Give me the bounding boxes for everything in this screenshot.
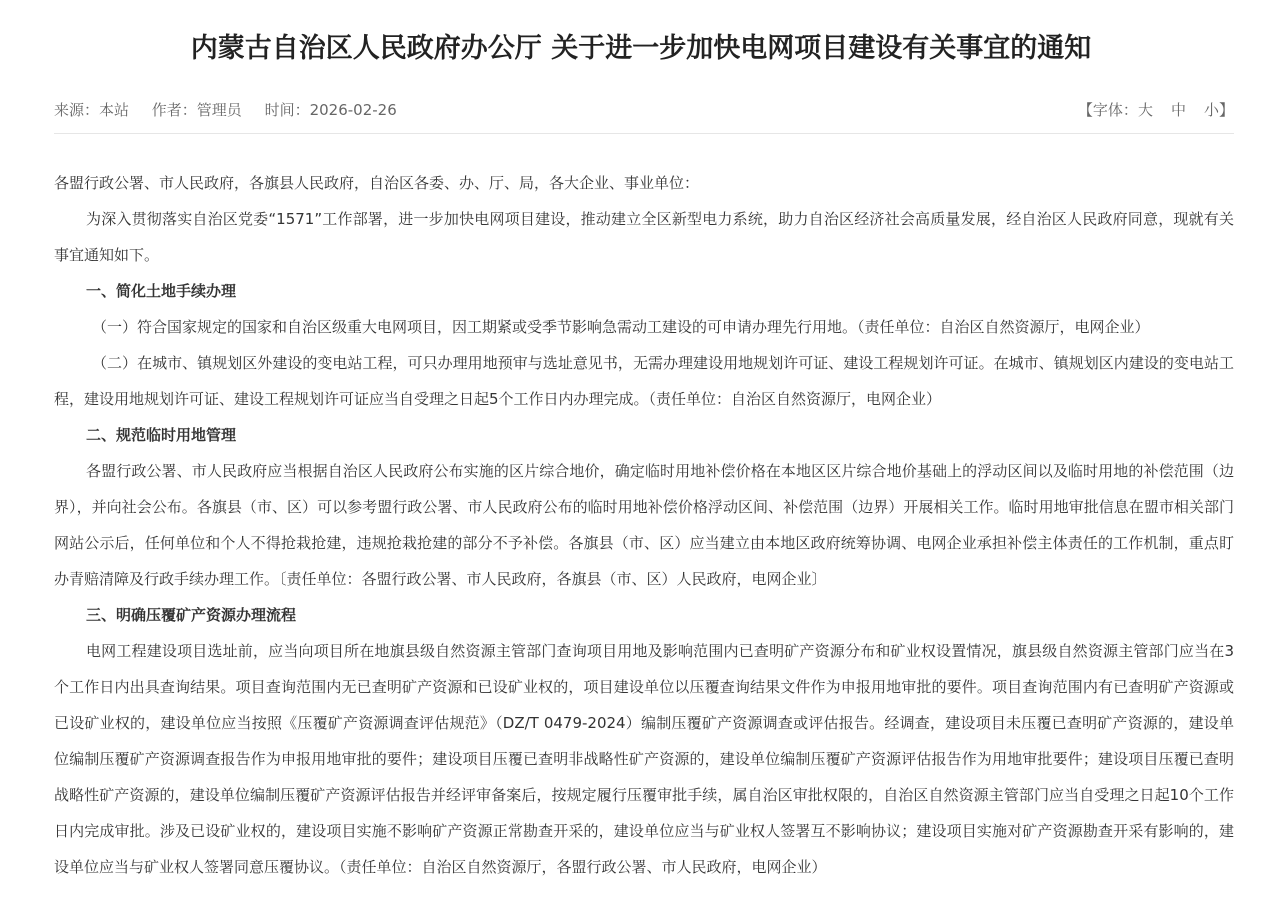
header-divider bbox=[54, 133, 1234, 134]
font-size-label: 【字体： bbox=[1077, 101, 1138, 119]
meta-author: 作者：管理员 bbox=[151, 101, 242, 119]
meta-time: 时间：2026-02-26 bbox=[264, 101, 397, 119]
font-size-large-button[interactable]: 大 bbox=[1137, 101, 1153, 119]
addressee-paragraph: 各盟行政公署、市人民政府，各旗县人民政府，自治区各委、办、厅、局，各大企业、事业单位： bbox=[54, 174, 700, 192]
article-meta bbox=[54, 96, 1234, 124]
section-3-paragraph: 电网工程建设项目选址前，应当向项目所在地旗县级自然资源主管部门查询项目用地及影响范围内已查明矿产资源分布和矿业权设置情况，旗县级自然资源主管部门应当在3个工作日内出具查询结果。项目查询范围内无已查明矿产资源和已设矿业权的，项目建设单位以压覆查询结果文件作为申报用地审批的要件。项目查询范围内有已查明矿产资源或已设矿业权的，建设单位应当按照《压覆矿产资源调查评估规范》（DZ/T 0479-2024）编制压覆矿产资源调查或评估报告。经调查，建设项目未压覆已查明矿产资源的，建设单位编制压覆矿产资源调查报告作为申报用地审批的要件；建设项目压覆已查明非战略性矿产资源的，建设单位编制压覆矿产资源评估报告作为用地审批要件；建设项目压覆已查明战略性矿产资源的，建设单位编制压覆矿产资源评估报告并经评审备案后，按规定履行压覆审批手续，属自治区审批权限的，自治区自然资源主管部门应当自受理之日起10个工作日内完成审批。涉及已设矿业权的，建设项目实施不影响矿产资源正常勘查开采的，建设单位应当与矿业权人签署互不影响协议；建设项目实施对矿产资源勘查开采有影响的，建设单位应当与矿业权人签署同意压覆协议。（责任单位：自治区自然资源厅，各盟行政公署、市人民政府，电网企业） bbox=[54, 642, 1234, 876]
section-2-paragraph: 各盟行政公署、市人民政府应当根据自治区人民政府公布实施的区片综合地价，确定临时用地补偿价格在本地区区片综合地价基础上的浮动区间以及临时用地的补偿范围（边界），并向社会公布。各旗县（市、区）可以参考盟行政公署、市人民政府公布的临时用地补偿价格浮动区间、补偿范围（边界）开展相关工作。临时用地审批信息在盟市相关部门网站公示后，任何单位和个人不得抢栽抢建，违规抢栽抢建的部分不予补偿。各旗县（市、区）应当建立由本地区政府统筹协调、电网企业承担补偿主体责任的工作机制，重点盯办青赔清障及行政手续办理工作。〔责任单位：各盟行政公署、市人民政府，各旗县（市、区）人民政府，电网企业〕 bbox=[54, 462, 1234, 588]
meta-source: 来源：本站 bbox=[54, 101, 130, 119]
article-body bbox=[54, 165, 1234, 885]
section-1-item-1: （一）符合国家规定的国家和自治区级重大电网项目，因工期紧或受季节影响急需动工建设的可申请办理先行用地。（责任单位：自治区自然资源厅，电网企业） bbox=[92, 318, 1150, 336]
font-size-medium-button[interactable]: 中 bbox=[1170, 101, 1186, 119]
section-heading-3: 三、明确压覆矿产资源办理流程 bbox=[86, 606, 297, 624]
meta-info bbox=[54, 96, 415, 124]
font-size-small-button[interactable]: 小 bbox=[1203, 101, 1219, 119]
font-size-bracket-close: 】 bbox=[1218, 101, 1234, 119]
section-heading-1: 一、简化土地手续办理 bbox=[86, 282, 237, 300]
section-1-item-2: （二）在城市、镇规划区外建设的变电站工程，可只办理用地预审与选址意见书，无需办理建设用地规划许可证、建设工程规划许可证。在城市、镇规划区内建设的变电站工程，建设用地规划许可证、建设工程规划许可证应当自受理之日起5个工作日内办理完成。（责任单位：自治区自然资源厅，电网企业） bbox=[54, 354, 1234, 408]
intro-paragraph: 为深入贯彻落实自治区党委“1571”工作部署，进一步加快电网项目建设，推动建立全区新型电力系统，助力自治区经济社会高质量发展，经自治区人民政府同意，现就有关事宜通知如下。 bbox=[54, 210, 1234, 264]
section-heading-2: 二、规范临时用地管理 bbox=[86, 426, 237, 444]
font-size-switcher bbox=[1078, 96, 1234, 124]
article-title: 内蒙古自治区人民政府办公厅 关于进一步加快电网项目建设有关事宜的通知 bbox=[190, 33, 1092, 64]
